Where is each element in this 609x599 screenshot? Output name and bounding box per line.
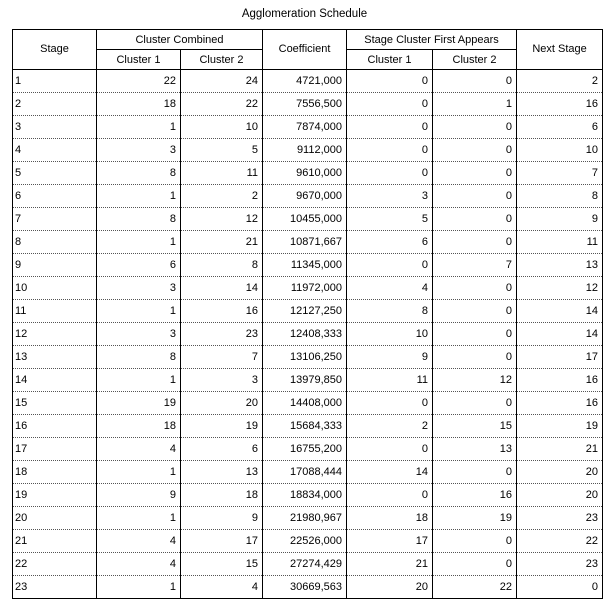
header-stage: Stage: [13, 30, 97, 70]
cell-first-appears-cluster-1: 0: [347, 70, 433, 93]
cell-coefficient: 17088,444: [263, 461, 347, 484]
table-row: [13, 208, 603, 231]
cell-first-appears-cluster-1: 8: [347, 300, 433, 323]
cell-first-appears-cluster-1: 4: [347, 277, 433, 300]
cell-first-appears-cluster-1: 18: [347, 507, 433, 530]
cell-stage: 14: [13, 369, 97, 392]
cell-first-appears-cluster-2: 0: [433, 461, 517, 484]
cell-coefficient: 11345,000: [263, 254, 347, 277]
header-combined-cluster-1: Cluster 1: [97, 50, 181, 70]
cell-first-appears-cluster-1: 0: [347, 254, 433, 277]
table-row: [13, 392, 603, 415]
header-next-stage: Next Stage: [517, 30, 603, 70]
cell-coefficient: 15684,333: [263, 415, 347, 438]
cell-cluster-1: 4: [97, 438, 181, 461]
cell-first-appears-cluster-1: 0: [347, 93, 433, 116]
cell-next-stage: 8: [517, 185, 603, 208]
cell-coefficient: 30669,563: [263, 576, 347, 599]
cell-first-appears-cluster-2: 19: [433, 507, 517, 530]
cell-next-stage: 23: [517, 507, 603, 530]
cell-cluster-1: 18: [97, 415, 181, 438]
cell-next-stage: 13: [517, 254, 603, 277]
table-row: [13, 116, 603, 139]
table-row: [13, 162, 603, 185]
cell-cluster-2: 8: [181, 254, 263, 277]
cell-stage: 9: [13, 254, 97, 277]
header-cluster-combined: Cluster Combined: [97, 30, 263, 50]
cell-coefficient: 12127,250: [263, 300, 347, 323]
cell-next-stage: 10: [517, 139, 603, 162]
cell-stage: 10: [13, 277, 97, 300]
table-body: [13, 70, 603, 599]
cell-stage: 17: [13, 438, 97, 461]
cell-first-appears-cluster-2: 0: [433, 346, 517, 369]
cell-first-appears-cluster-1: 3: [347, 185, 433, 208]
cell-next-stage: 2: [517, 70, 603, 93]
cell-coefficient: 13979,850: [263, 369, 347, 392]
table-row: [13, 346, 603, 369]
table-row: [13, 277, 603, 300]
cell-coefficient: 18834,000: [263, 484, 347, 507]
cell-first-appears-cluster-2: 15: [433, 415, 517, 438]
cell-next-stage: 17: [517, 346, 603, 369]
cell-next-stage: 6: [517, 116, 603, 139]
cell-coefficient: 21980,967: [263, 507, 347, 530]
cell-first-appears-cluster-2: 0: [433, 185, 517, 208]
table-row: [13, 553, 603, 576]
cell-first-appears-cluster-1: 2: [347, 415, 433, 438]
cell-next-stage: 20: [517, 461, 603, 484]
cell-coefficient: 27274,429: [263, 553, 347, 576]
header-first-appears-cluster-2: Cluster 2: [433, 50, 517, 70]
cell-cluster-2: 20: [181, 392, 263, 415]
cell-cluster-2: 14: [181, 277, 263, 300]
table-row: [13, 484, 603, 507]
cell-coefficient: 7874,000: [263, 116, 347, 139]
cell-stage: 7: [13, 208, 97, 231]
cell-stage: 3: [13, 116, 97, 139]
cell-stage: 13: [13, 346, 97, 369]
cell-cluster-1: 3: [97, 139, 181, 162]
cell-first-appears-cluster-1: 0: [347, 162, 433, 185]
cell-coefficient: 9670,000: [263, 185, 347, 208]
cell-next-stage: 16: [517, 392, 603, 415]
table-row: [13, 300, 603, 323]
cell-next-stage: 21: [517, 438, 603, 461]
table-row: [13, 93, 603, 116]
cell-next-stage: 20: [517, 484, 603, 507]
cell-cluster-1: 1: [97, 461, 181, 484]
cell-first-appears-cluster-1: 17: [347, 530, 433, 553]
cell-cluster-1: 1: [97, 116, 181, 139]
cell-cluster-1: 9: [97, 484, 181, 507]
cell-stage: 22: [13, 553, 97, 576]
cell-first-appears-cluster-2: 0: [433, 530, 517, 553]
table-row: [13, 507, 603, 530]
cell-cluster-2: 3: [181, 369, 263, 392]
cell-next-stage: 16: [517, 93, 603, 116]
cell-coefficient: 22526,000: [263, 530, 347, 553]
cell-first-appears-cluster-2: 0: [433, 300, 517, 323]
cell-coefficient: 4721,000: [263, 70, 347, 93]
cell-first-appears-cluster-2: 22: [433, 576, 517, 599]
cell-cluster-1: 8: [97, 346, 181, 369]
cell-cluster-2: 15: [181, 553, 263, 576]
cell-first-appears-cluster-1: 5: [347, 208, 433, 231]
cell-cluster-1: 1: [97, 185, 181, 208]
cell-coefficient: 10871,667: [263, 231, 347, 254]
cell-cluster-2: 16: [181, 300, 263, 323]
table-row: [13, 461, 603, 484]
cell-cluster-2: 21: [181, 231, 263, 254]
cell-first-appears-cluster-2: 13: [433, 438, 517, 461]
cell-cluster-2: 13: [181, 461, 263, 484]
cell-cluster-2: 24: [181, 70, 263, 93]
agglomeration-schedule-table: [12, 29, 603, 599]
cell-cluster-2: 5: [181, 139, 263, 162]
cell-stage: 12: [13, 323, 97, 346]
cell-next-stage: 14: [517, 300, 603, 323]
cell-coefficient: 7556,500: [263, 93, 347, 116]
cell-cluster-2: 22: [181, 93, 263, 116]
cell-coefficient: 16755,200: [263, 438, 347, 461]
cell-coefficient: 9112,000: [263, 139, 347, 162]
cell-stage: 23: [13, 576, 97, 599]
cell-first-appears-cluster-2: 0: [433, 208, 517, 231]
cell-stage: 15: [13, 392, 97, 415]
cell-coefficient: 14408,000: [263, 392, 347, 415]
header-first-appears-cluster-1: Cluster 1: [347, 50, 433, 70]
table-row: [13, 530, 603, 553]
cell-cluster-2: 17: [181, 530, 263, 553]
cell-cluster-1: 8: [97, 162, 181, 185]
cell-cluster-2: 9: [181, 507, 263, 530]
cell-stage: 6: [13, 185, 97, 208]
cell-cluster-1: 8: [97, 208, 181, 231]
cell-first-appears-cluster-2: 7: [433, 254, 517, 277]
header-combined-cluster-2: Cluster 2: [181, 50, 263, 70]
cell-next-stage: 9: [517, 208, 603, 231]
cell-cluster-1: 1: [97, 300, 181, 323]
cell-first-appears-cluster-1: 0: [347, 438, 433, 461]
cell-stage: 18: [13, 461, 97, 484]
cell-first-appears-cluster-2: 0: [433, 116, 517, 139]
cell-stage: 11: [13, 300, 97, 323]
table-row: [13, 231, 603, 254]
cell-first-appears-cluster-1: 9: [347, 346, 433, 369]
table-row: [13, 576, 603, 599]
cell-stage: 5: [13, 162, 97, 185]
cell-first-appears-cluster-2: 0: [433, 392, 517, 415]
cell-first-appears-cluster-2: 0: [433, 162, 517, 185]
cell-first-appears-cluster-1: 0: [347, 484, 433, 507]
cell-next-stage: 23: [517, 553, 603, 576]
cell-first-appears-cluster-2: 1: [433, 93, 517, 116]
cell-next-stage: 7: [517, 162, 603, 185]
cell-coefficient: 13106,250: [263, 346, 347, 369]
cell-first-appears-cluster-1: 10: [347, 323, 433, 346]
cell-first-appears-cluster-2: 0: [433, 277, 517, 300]
cell-first-appears-cluster-2: 0: [433, 70, 517, 93]
cell-next-stage: 0: [517, 576, 603, 599]
cell-first-appears-cluster-2: 12: [433, 369, 517, 392]
cell-first-appears-cluster-2: 0: [433, 139, 517, 162]
cell-cluster-2: 4: [181, 576, 263, 599]
cell-cluster-1: 1: [97, 576, 181, 599]
table-row: [13, 185, 603, 208]
cell-stage: 21: [13, 530, 97, 553]
table-row: [13, 139, 603, 162]
cell-next-stage: 14: [517, 323, 603, 346]
cell-coefficient: 10455,000: [263, 208, 347, 231]
cell-first-appears-cluster-1: 11: [347, 369, 433, 392]
cell-stage: 1: [13, 70, 97, 93]
cell-cluster-2: 23: [181, 323, 263, 346]
cell-first-appears-cluster-1: 0: [347, 139, 433, 162]
cell-next-stage: 11: [517, 231, 603, 254]
cell-first-appears-cluster-2: 0: [433, 323, 517, 346]
cell-cluster-2: 18: [181, 484, 263, 507]
cell-first-appears-cluster-1: 14: [347, 461, 433, 484]
header-coefficient: Coefficient: [263, 30, 347, 70]
cell-cluster-1: 1: [97, 507, 181, 530]
cell-first-appears-cluster-1: 20: [347, 576, 433, 599]
cell-first-appears-cluster-2: 16: [433, 484, 517, 507]
cell-cluster-2: 7: [181, 346, 263, 369]
table-row: [13, 369, 603, 392]
cell-cluster-2: 10: [181, 116, 263, 139]
table-row: [13, 415, 603, 438]
cell-cluster-2: 19: [181, 415, 263, 438]
cell-cluster-2: 11: [181, 162, 263, 185]
cell-stage: 19: [13, 484, 97, 507]
cell-cluster-1: 22: [97, 70, 181, 93]
cell-cluster-1: 4: [97, 530, 181, 553]
cell-cluster-2: 6: [181, 438, 263, 461]
cell-cluster-1: 19: [97, 392, 181, 415]
cell-stage: 4: [13, 139, 97, 162]
cell-coefficient: 9610,000: [263, 162, 347, 185]
table-title: Agglomeration Schedule: [241, 8, 368, 20]
cell-first-appears-cluster-1: 21: [347, 553, 433, 576]
cell-stage: 2: [13, 93, 97, 116]
cell-cluster-2: 12: [181, 208, 263, 231]
cell-stage: 8: [13, 231, 97, 254]
table-row: [13, 70, 603, 93]
cell-first-appears-cluster-1: 6: [347, 231, 433, 254]
cell-first-appears-cluster-2: 0: [433, 231, 517, 254]
cell-cluster-1: 4: [97, 553, 181, 576]
header-stage-cluster-first-appears: Stage Cluster First Appears: [347, 30, 517, 50]
cell-next-stage: 16: [517, 369, 603, 392]
cell-cluster-1: 1: [97, 231, 181, 254]
cell-next-stage: 19: [517, 415, 603, 438]
table-row: [13, 323, 603, 346]
cell-coefficient: 11972,000: [263, 277, 347, 300]
cell-first-appears-cluster-1: 0: [347, 116, 433, 139]
cell-next-stage: 22: [517, 530, 603, 553]
table-row: [13, 438, 603, 461]
cell-coefficient: 12408,333: [263, 323, 347, 346]
cell-cluster-1: 1: [97, 369, 181, 392]
cell-next-stage: 12: [517, 277, 603, 300]
cell-stage: 20: [13, 507, 97, 530]
table-row: [13, 254, 603, 277]
cell-stage: 16: [13, 415, 97, 438]
cell-cluster-1: 3: [97, 323, 181, 346]
cell-cluster-1: 3: [97, 277, 181, 300]
cell-cluster-1: 6: [97, 254, 181, 277]
cell-cluster-2: 2: [181, 185, 263, 208]
cell-first-appears-cluster-1: 0: [347, 392, 433, 415]
cell-first-appears-cluster-2: 0: [433, 553, 517, 576]
cell-cluster-1: 18: [97, 93, 181, 116]
